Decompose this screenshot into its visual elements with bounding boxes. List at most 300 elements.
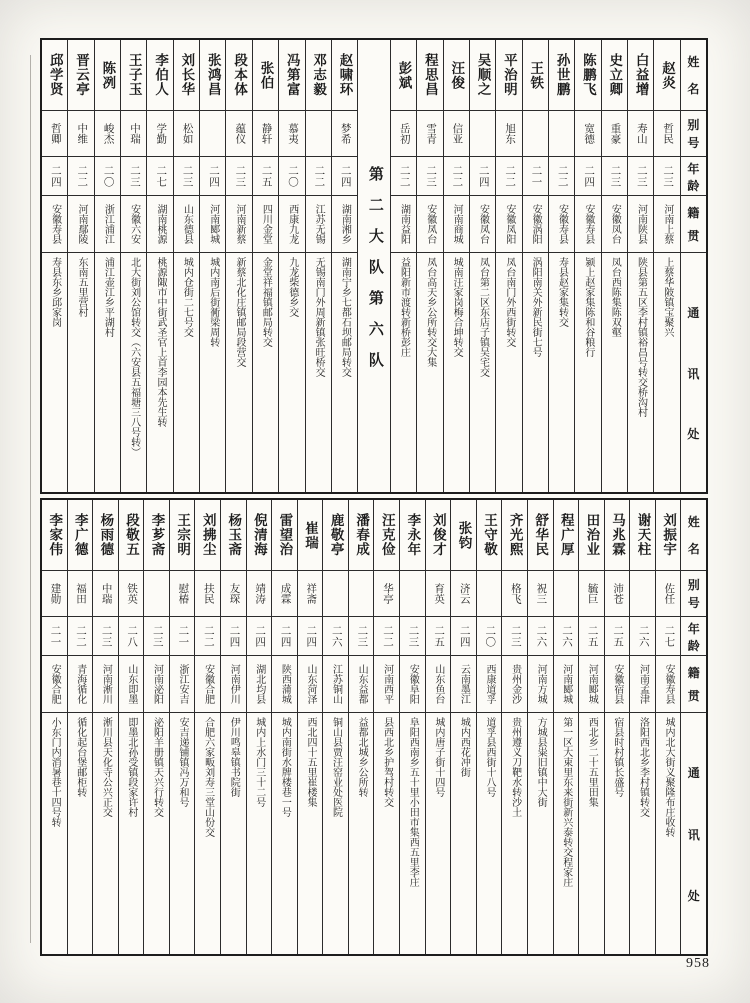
person-native-place bbox=[272, 656, 297, 713]
person-alias bbox=[93, 571, 118, 617]
person-address bbox=[68, 713, 93, 954]
person-native-place-text: 河南孟津 bbox=[637, 664, 649, 704]
person-alias bbox=[174, 111, 199, 157]
person-age bbox=[630, 617, 655, 656]
person-alias bbox=[656, 571, 681, 617]
person-native-place-text: 河南新蔡 bbox=[234, 204, 246, 244]
row-header-column bbox=[681, 500, 706, 954]
person-age-text: 二四 bbox=[583, 164, 595, 188]
person-alias bbox=[549, 111, 574, 157]
person-native-place-text: 湖北均县 bbox=[253, 664, 265, 704]
person-name bbox=[221, 500, 246, 571]
person-native-place bbox=[279, 196, 304, 253]
person-native-place bbox=[226, 196, 251, 253]
person-address-text: 城内南后街衕梁周转 bbox=[207, 257, 219, 347]
person-entry-column bbox=[247, 500, 273, 954]
person-native-place-text: 河南郾城 bbox=[586, 664, 598, 704]
person-alias bbox=[654, 111, 679, 157]
person-address bbox=[523, 253, 548, 492]
person-name-text: 刘振宇 bbox=[661, 513, 677, 557]
person-alias-text: 佐任 bbox=[663, 583, 675, 604]
person-address-text: 无锡南门外周新镇张旺桥交 bbox=[313, 257, 325, 377]
person-address-text: 颍上赵家集陈和谷粮行 bbox=[582, 257, 594, 357]
person-native-place-text: 安徽涡阳 bbox=[530, 204, 542, 244]
person-name bbox=[306, 40, 331, 111]
person-age-text: 二三 bbox=[128, 164, 140, 188]
person-name bbox=[417, 40, 442, 111]
person-native-place-text: 安徽宿县 bbox=[611, 664, 623, 704]
person-alias bbox=[391, 111, 416, 157]
person-entry-column bbox=[451, 500, 477, 954]
person-address-text: 桃源陬市中街武圣官上首李园本先生转 bbox=[155, 257, 166, 427]
person-native-place-text: 河南伊川 bbox=[228, 664, 240, 704]
person-entry-column bbox=[426, 500, 452, 954]
person-age bbox=[323, 617, 348, 656]
person-entry-column bbox=[147, 40, 173, 492]
person-name-text: 白益增 bbox=[633, 53, 649, 97]
person-address bbox=[119, 713, 144, 954]
person-native-place bbox=[630, 656, 655, 713]
person-age-text: 二三 bbox=[509, 624, 521, 648]
section-title-column bbox=[358, 40, 391, 492]
person-native-place bbox=[523, 196, 548, 253]
person-age bbox=[306, 157, 331, 196]
person-native-place-text: 山东鱼台 bbox=[432, 664, 444, 704]
person-address-text: 城内仓街二七号交 bbox=[181, 257, 193, 337]
person-native-place bbox=[654, 196, 679, 253]
header-native-label bbox=[681, 196, 706, 253]
person-age-text: 二二 bbox=[202, 624, 214, 648]
person-name-text: 赵炎 bbox=[659, 60, 675, 90]
person-entry-column bbox=[496, 40, 522, 492]
person-native-place-text: 湖南湘乡 bbox=[339, 204, 351, 244]
person-name-text: 王守敬 bbox=[482, 513, 498, 557]
person-address bbox=[417, 253, 442, 492]
person-name bbox=[400, 500, 425, 571]
person-name bbox=[279, 40, 304, 111]
person-native-place bbox=[42, 656, 67, 713]
person-native-place-text: 安徽合肥 bbox=[49, 664, 61, 704]
person-age bbox=[95, 157, 120, 196]
person-alias bbox=[349, 571, 374, 617]
person-entry-column bbox=[400, 500, 426, 954]
person-address bbox=[426, 713, 451, 954]
person-address bbox=[174, 253, 199, 492]
person-name-text: 李家伟 bbox=[47, 513, 63, 557]
person-name bbox=[174, 40, 199, 111]
person-name-text: 平治明 bbox=[501, 53, 517, 97]
person-entry-column bbox=[477, 500, 503, 954]
person-native-place bbox=[477, 656, 502, 713]
person-native-place-text: 安徽凤台 bbox=[609, 204, 621, 244]
person-age-text: 二三 bbox=[181, 164, 193, 188]
person-alias-text: 雪青 bbox=[425, 123, 437, 144]
person-age bbox=[654, 157, 679, 196]
header-age-label-text: 年 龄 bbox=[687, 162, 700, 193]
person-age bbox=[144, 617, 169, 656]
person-name-text: 程广厚 bbox=[558, 513, 574, 557]
person-name bbox=[579, 500, 604, 571]
person-age-text: 二六 bbox=[330, 624, 342, 648]
person-age bbox=[656, 617, 681, 656]
person-alias bbox=[226, 111, 251, 157]
person-name-text: 程思昌 bbox=[422, 53, 438, 97]
person-entry-column bbox=[528, 500, 554, 954]
header-name-label-text: 姓 名 bbox=[687, 55, 700, 96]
person-entry-column bbox=[470, 40, 496, 492]
person-name bbox=[349, 500, 374, 571]
person-name bbox=[170, 500, 195, 571]
person-entry-column bbox=[144, 500, 170, 954]
person-address bbox=[95, 253, 120, 492]
person-native-place bbox=[470, 196, 495, 253]
person-address bbox=[279, 253, 304, 492]
person-name-text: 汪俊 bbox=[449, 60, 465, 90]
person-native-place bbox=[575, 196, 600, 253]
person-address-text: 洛阳西北乡李村镇转交 bbox=[637, 717, 649, 817]
person-address-text: 宿县时村镇长盛号 bbox=[611, 717, 623, 797]
person-alias bbox=[426, 571, 451, 617]
person-entry-column bbox=[628, 40, 654, 492]
person-name bbox=[272, 500, 297, 571]
person-name-text: 赵啸环 bbox=[337, 53, 353, 97]
person-native-place bbox=[391, 196, 416, 253]
person-name-text: 张鸿昌 bbox=[205, 53, 221, 97]
person-native-place-text: 安徽寿县 bbox=[582, 204, 594, 244]
person-name-text: 邱学贤 bbox=[47, 53, 63, 97]
person-name-text: 刘拂尘 bbox=[200, 513, 216, 557]
person-native-place bbox=[147, 196, 172, 253]
person-native-place-text: 山东德县 bbox=[181, 204, 193, 244]
person-address-text: 第一区大束里东来街新兴泰转交程家庄 bbox=[560, 717, 572, 887]
person-address-text: 九龙柴德乡交 bbox=[286, 257, 298, 317]
header-alias-label-text: 别 号 bbox=[687, 117, 700, 151]
person-age-text: 二三 bbox=[151, 624, 163, 648]
person-age-text: 二八 bbox=[126, 624, 138, 648]
person-entry-column bbox=[272, 500, 298, 954]
person-name-text: 鹿敬亭 bbox=[328, 513, 344, 557]
person-address-text: 安吉递铺镇冯万和号 bbox=[177, 717, 189, 807]
person-native-place bbox=[549, 196, 574, 253]
person-address bbox=[226, 253, 251, 492]
person-age-text: 二四 bbox=[49, 164, 61, 188]
person-name-text: 齐光熙 bbox=[507, 513, 523, 557]
person-age bbox=[195, 617, 220, 656]
person-age bbox=[226, 157, 251, 196]
person-address bbox=[200, 253, 225, 492]
person-age-text: 二四 bbox=[339, 164, 351, 188]
person-alias-text: 华亭 bbox=[381, 583, 393, 604]
person-alias-text: 扶民 bbox=[202, 583, 214, 604]
person-age-text: 二三 bbox=[609, 164, 621, 188]
person-alias bbox=[272, 571, 297, 617]
person-age bbox=[602, 157, 627, 196]
person-address-text: 方城县粜旧镇中大街 bbox=[535, 717, 547, 807]
person-address-text: 涡阳南关外新民街七号 bbox=[530, 257, 542, 357]
person-address bbox=[602, 253, 627, 492]
person-age bbox=[528, 617, 553, 656]
person-age bbox=[279, 157, 304, 196]
person-alias bbox=[298, 571, 323, 617]
person-native-place bbox=[119, 656, 144, 713]
person-alias-text: 慕夷 bbox=[287, 123, 299, 144]
person-address bbox=[93, 713, 118, 954]
person-age-text: 二二 bbox=[451, 164, 463, 188]
person-name bbox=[470, 40, 495, 111]
person-alias bbox=[253, 111, 278, 157]
person-age bbox=[93, 617, 118, 656]
person-age bbox=[400, 617, 425, 656]
header-alias-label-text: 别 号 bbox=[687, 577, 700, 611]
person-age bbox=[579, 617, 604, 656]
person-entry-column bbox=[332, 40, 358, 492]
person-age-text: 二四 bbox=[228, 624, 240, 648]
person-address bbox=[528, 713, 553, 954]
person-age bbox=[298, 617, 323, 656]
person-address bbox=[549, 253, 574, 492]
person-age-text: 二二 bbox=[76, 164, 88, 188]
person-age-text: 二四 bbox=[279, 624, 291, 648]
person-name bbox=[226, 40, 251, 111]
person-native-place bbox=[400, 656, 425, 713]
person-age bbox=[247, 617, 272, 656]
person-native-place-text: 四川金堂 bbox=[260, 204, 272, 244]
person-address-text: 合肥六家畈刘寿三堂山份交 bbox=[202, 717, 214, 837]
person-alias-text: 格飞 bbox=[509, 583, 521, 604]
person-native-place-text: 河南商城 bbox=[451, 204, 463, 244]
person-alias bbox=[195, 571, 220, 617]
person-alias bbox=[630, 571, 655, 617]
person-entry-column bbox=[195, 500, 221, 954]
person-address bbox=[42, 713, 67, 954]
person-entry-column bbox=[349, 500, 375, 954]
person-age-text: 二四 bbox=[305, 624, 317, 648]
person-entry-column bbox=[95, 40, 121, 492]
person-age-text: 二五 bbox=[260, 164, 272, 188]
header-age-label bbox=[681, 617, 706, 656]
person-name-text: 冯第富 bbox=[284, 53, 300, 97]
person-native-place bbox=[174, 196, 199, 253]
person-name bbox=[332, 40, 357, 111]
person-native-place bbox=[426, 656, 451, 713]
person-alias-text: 学勤 bbox=[155, 123, 167, 144]
person-name bbox=[444, 40, 469, 111]
person-name bbox=[391, 40, 416, 111]
person-address-text: 贵州遵义刀靶水转沙土 bbox=[509, 717, 521, 817]
person-alias bbox=[400, 571, 425, 617]
person-address-text: 寿县东乡邱家岗 bbox=[49, 257, 61, 327]
person-alias bbox=[477, 571, 502, 617]
person-address bbox=[554, 713, 579, 954]
person-name bbox=[323, 500, 348, 571]
person-name bbox=[42, 500, 67, 571]
person-name-text: 史立卿 bbox=[607, 53, 623, 97]
person-alias bbox=[523, 111, 548, 157]
person-alias-text: 重豪 bbox=[609, 123, 621, 144]
person-native-place-text: 河南郾城 bbox=[207, 204, 219, 244]
person-name-text: 田治业 bbox=[584, 513, 600, 557]
person-name bbox=[554, 500, 579, 571]
person-age-text: 二五 bbox=[612, 624, 624, 648]
person-alias-text: 信亚 bbox=[451, 123, 463, 144]
person-name-text: 王宗明 bbox=[175, 513, 191, 557]
person-native-place-text: 山东菏泽 bbox=[304, 664, 316, 704]
person-entry-column bbox=[575, 40, 601, 492]
person-entry-column bbox=[42, 40, 68, 492]
person-name bbox=[602, 40, 627, 111]
person-name bbox=[549, 40, 574, 111]
person-alias-text: 松如 bbox=[181, 123, 193, 144]
person-alias-text: 靖涛 bbox=[254, 583, 266, 604]
person-alias bbox=[306, 111, 331, 157]
person-native-place bbox=[605, 656, 630, 713]
person-native-place bbox=[221, 656, 246, 713]
person-age-text: 二二 bbox=[75, 624, 87, 648]
person-address-text: 凤台第二区东店子镇吴宅交 bbox=[477, 257, 489, 377]
header-age-label bbox=[681, 157, 706, 196]
person-name bbox=[656, 500, 681, 571]
person-native-place-text: 安徽凤台 bbox=[424, 204, 436, 244]
person-native-place-text: 浙江安吉 bbox=[177, 664, 189, 704]
person-native-place-text: 河南陕县 bbox=[635, 204, 647, 244]
person-native-place-text: 安徽阜阳 bbox=[407, 664, 419, 704]
person-native-place-text: 河南泌阳 bbox=[151, 664, 163, 704]
person-address bbox=[470, 253, 495, 492]
person-alias-text: 旭东 bbox=[504, 123, 516, 144]
person-native-place-text: 山东益都 bbox=[356, 664, 368, 704]
person-address bbox=[444, 253, 469, 492]
person-alias bbox=[144, 571, 169, 617]
person-name-text: 邓志毅 bbox=[311, 53, 327, 97]
person-address-text: 小东门内消暑巷十四号转 bbox=[49, 717, 61, 827]
person-age-text: 二二 bbox=[381, 624, 393, 648]
person-native-place bbox=[68, 196, 93, 253]
person-name-text: 杨雨德 bbox=[98, 513, 114, 557]
person-address-text: 阜阳西南乡五十里小田市集西五里李庄 bbox=[407, 717, 419, 887]
person-name-text: 张伯 bbox=[258, 60, 274, 90]
person-alias bbox=[605, 571, 630, 617]
header-native-label-text: 籍 贯 bbox=[687, 206, 700, 243]
person-age bbox=[554, 617, 579, 656]
person-address bbox=[170, 713, 195, 954]
person-entry-column bbox=[374, 500, 400, 954]
person-native-place bbox=[579, 656, 604, 713]
person-native-place-text: 河南西平 bbox=[381, 664, 393, 704]
person-alias-text: 建勋 bbox=[49, 583, 61, 604]
person-age bbox=[549, 157, 574, 196]
person-entry-column bbox=[200, 40, 226, 492]
person-age bbox=[200, 157, 225, 196]
person-age bbox=[68, 157, 93, 196]
person-alias bbox=[279, 111, 304, 157]
person-native-place bbox=[42, 196, 67, 253]
person-address bbox=[323, 713, 348, 954]
person-alias-text: 毓巨 bbox=[586, 583, 598, 604]
person-name-text: 陈鹏飞 bbox=[580, 53, 596, 97]
person-native-place bbox=[528, 656, 553, 713]
person-address bbox=[144, 713, 169, 954]
person-address bbox=[575, 253, 600, 492]
person-entry-column bbox=[42, 500, 68, 954]
person-age bbox=[628, 157, 653, 196]
person-entry-column bbox=[306, 40, 332, 492]
person-native-place bbox=[93, 656, 118, 713]
person-age-text: 二一 bbox=[177, 624, 189, 648]
person-name-text: 刘俊才 bbox=[430, 513, 446, 557]
person-entry-column bbox=[602, 40, 628, 492]
person-address-text: 城南汪家岗梅合坤转交 bbox=[451, 257, 463, 357]
person-native-place bbox=[628, 196, 653, 253]
person-native-place bbox=[656, 656, 681, 713]
person-native-place-text: 江苏铜山 bbox=[330, 664, 342, 704]
person-entry-column bbox=[221, 500, 247, 954]
person-address-text: 凤台南门外西街转交 bbox=[503, 257, 515, 347]
person-address bbox=[147, 253, 172, 492]
person-name bbox=[528, 500, 553, 571]
person-address-text: 西北四十五里崔楼集 bbox=[304, 717, 316, 807]
person-native-place bbox=[502, 656, 527, 713]
person-alias-text: 济云 bbox=[458, 583, 470, 604]
person-entry-column bbox=[68, 500, 94, 954]
person-alias-text: 岳初 bbox=[398, 123, 410, 144]
person-native-place-text: 西康九龙 bbox=[286, 204, 298, 244]
person-name bbox=[93, 500, 118, 571]
person-age bbox=[170, 617, 195, 656]
person-age bbox=[496, 157, 521, 196]
header-alias-label bbox=[681, 571, 706, 617]
person-alias bbox=[374, 571, 399, 617]
person-alias-text: 铁英 bbox=[126, 583, 138, 604]
person-entry-column bbox=[323, 500, 349, 954]
person-name bbox=[68, 500, 93, 571]
person-address-text: 即墨北孙受镇段家许村 bbox=[125, 717, 137, 817]
person-address-text: 益阳新市渡转新桥彭庄 bbox=[398, 257, 410, 357]
person-age bbox=[502, 617, 527, 656]
person-name-text: 汪克俭 bbox=[379, 513, 395, 557]
page-binding-line bbox=[30, 55, 31, 943]
person-name bbox=[68, 40, 93, 111]
person-entry-column bbox=[93, 500, 119, 954]
person-age bbox=[42, 157, 67, 196]
person-native-place bbox=[170, 656, 195, 713]
person-alias-text: 哲民 bbox=[662, 123, 674, 144]
person-native-place bbox=[349, 656, 374, 713]
person-alias-text: 哲卿 bbox=[49, 123, 61, 144]
person-name bbox=[147, 40, 172, 111]
person-name bbox=[426, 500, 451, 571]
person-alias-text: 中瑞 bbox=[100, 583, 112, 604]
person-name-text: 崔瑞 bbox=[303, 520, 318, 550]
person-address bbox=[42, 253, 67, 492]
person-address-text: 泌阳羊册镇天兴行转交 bbox=[151, 717, 163, 817]
person-alias-text: 成霖 bbox=[279, 583, 291, 604]
person-name bbox=[477, 500, 502, 571]
person-address bbox=[656, 713, 681, 954]
person-age bbox=[477, 617, 502, 656]
person-name-text: 李芗斋 bbox=[149, 513, 165, 557]
person-name-text: 马兆霖 bbox=[609, 513, 625, 557]
person-age bbox=[147, 157, 172, 196]
person-native-place bbox=[68, 656, 93, 713]
person-age-text: 二〇 bbox=[484, 624, 496, 648]
person-alias bbox=[554, 571, 579, 617]
person-native-place-text: 河南方城 bbox=[535, 664, 547, 704]
person-native-place-text: 山东即墨 bbox=[125, 664, 137, 704]
person-address bbox=[349, 713, 374, 954]
person-alias-text: 寿山 bbox=[635, 123, 647, 144]
person-age-text: 二三 bbox=[356, 624, 368, 648]
person-entry-column bbox=[68, 40, 94, 492]
